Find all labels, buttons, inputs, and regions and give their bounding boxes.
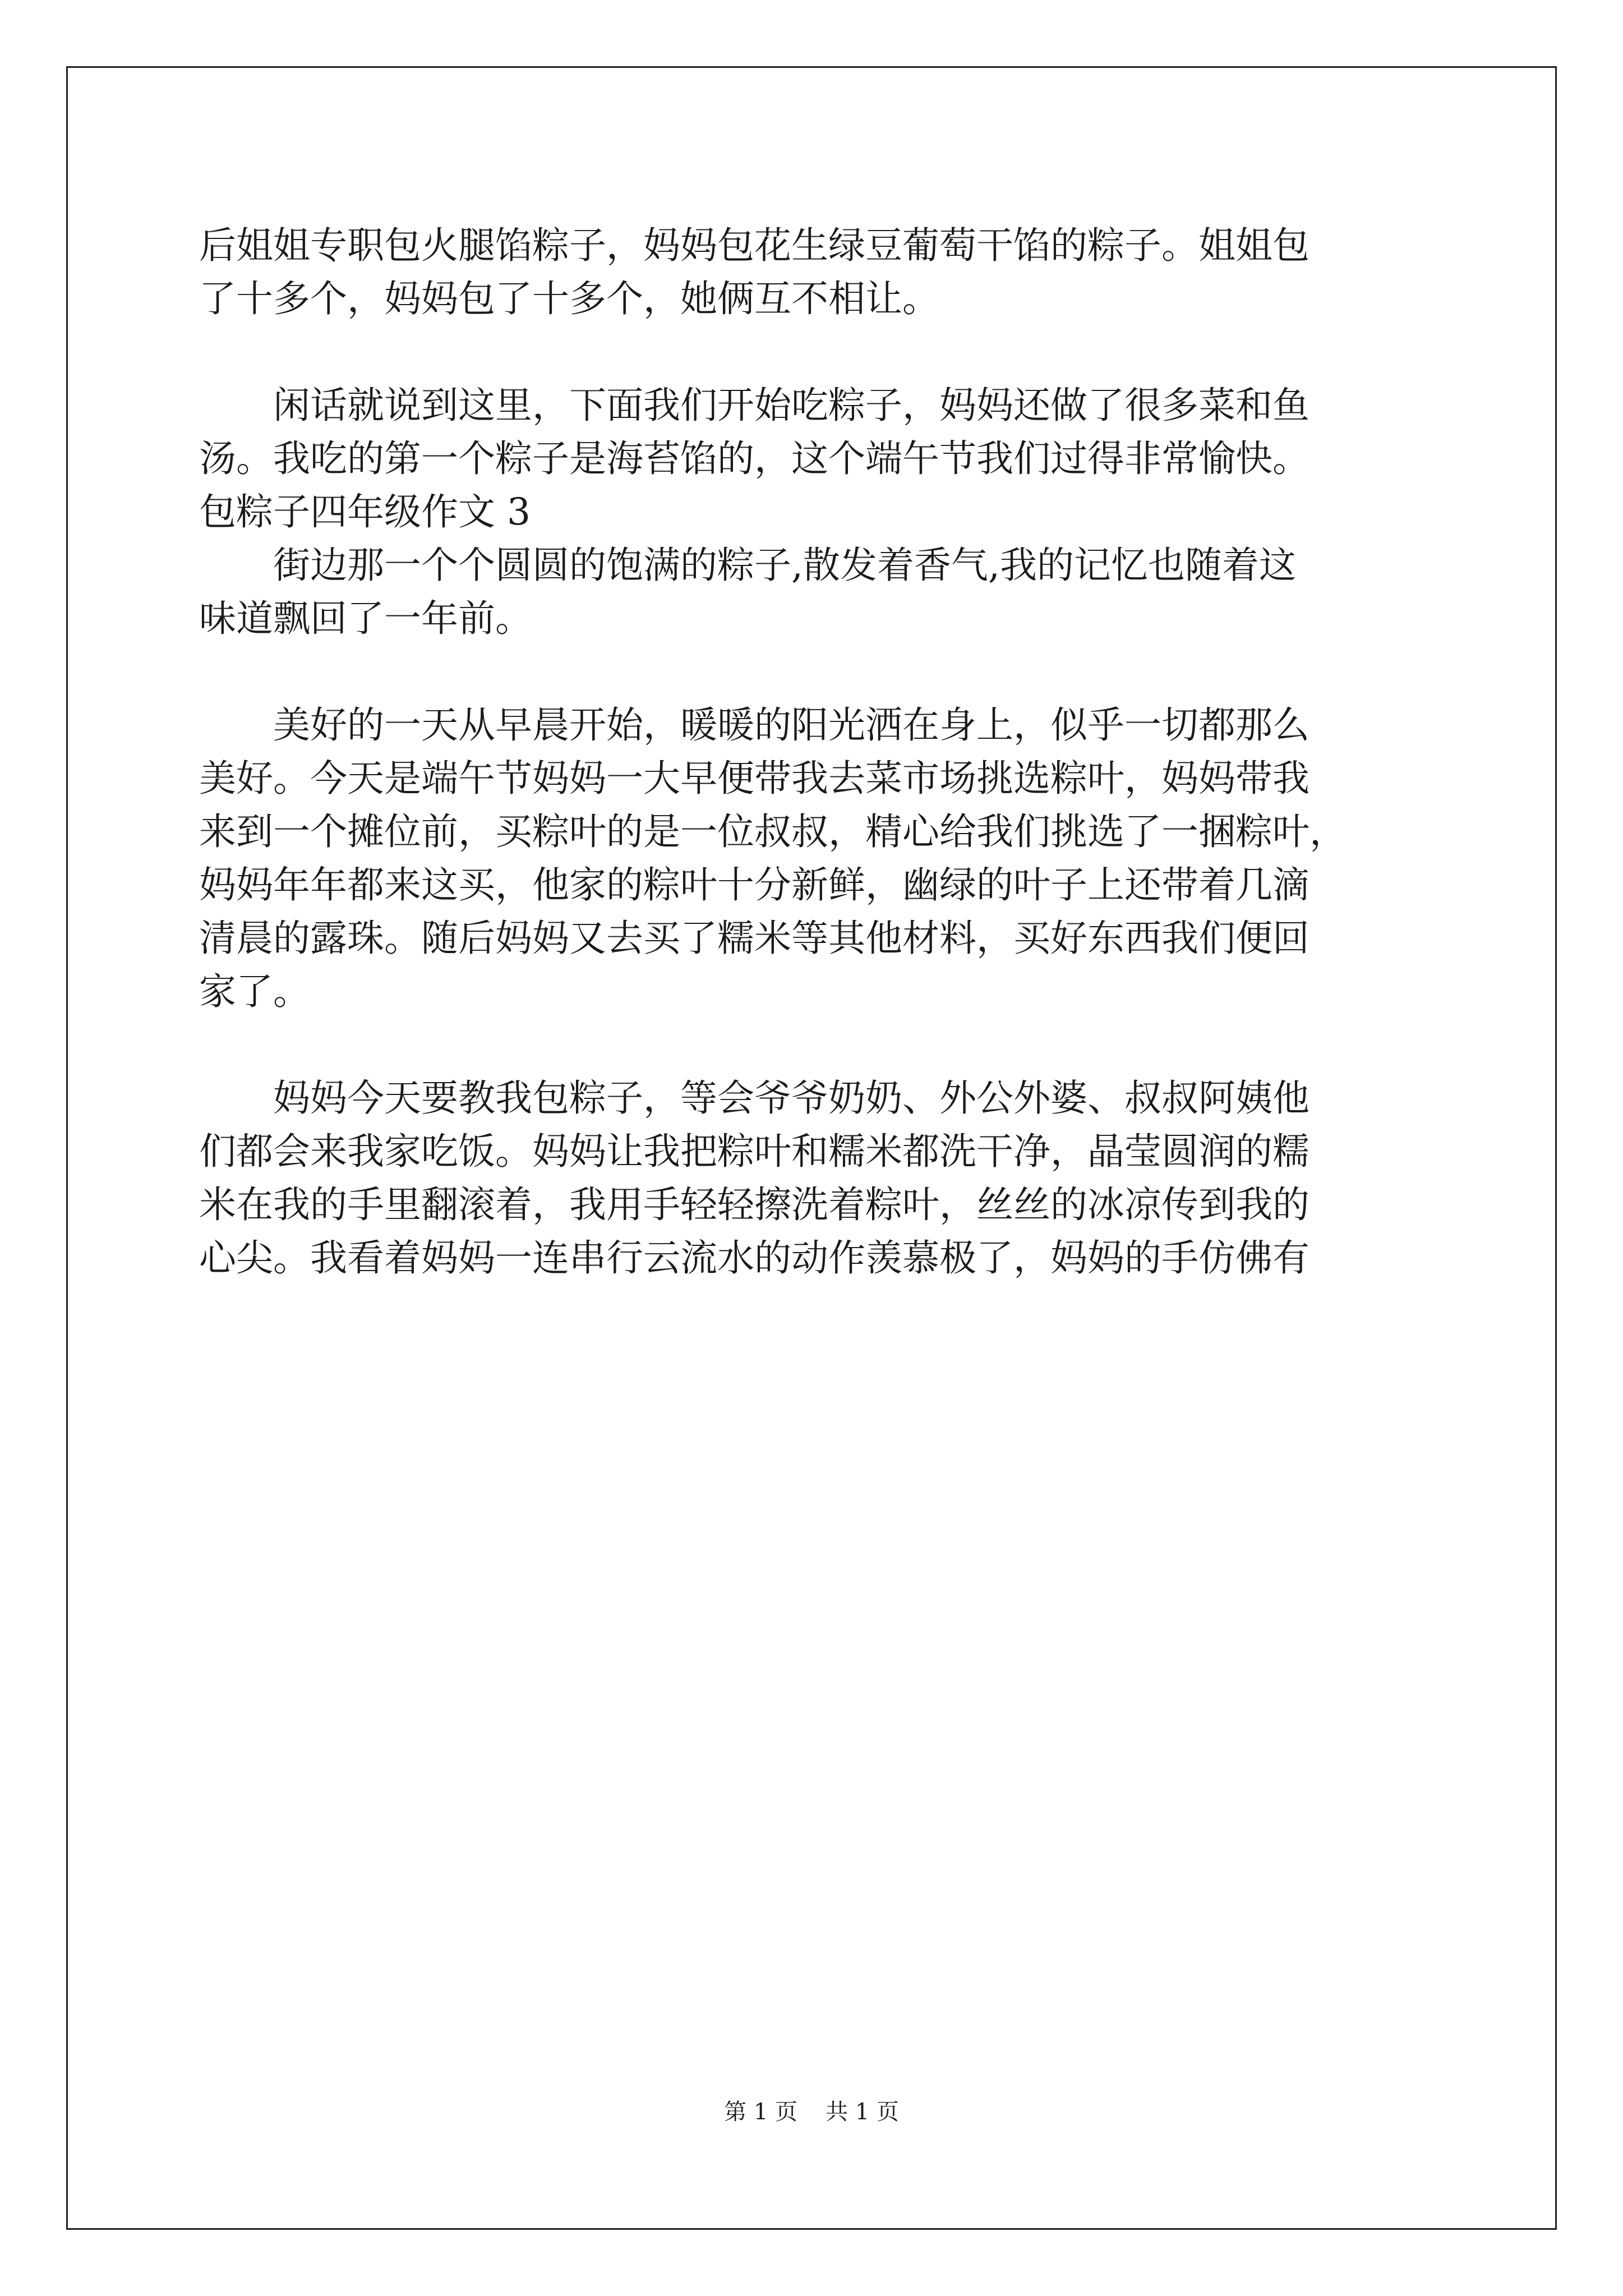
text-line: 包粽子四年级作文 3 — [199, 490, 531, 533]
document-body — [199, 219, 1438, 1285]
text-line: 妈妈年年都来这买，他家的粽叶十分新鲜，幽绿的叶子上还带着几滴 — [199, 863, 1310, 907]
text-line: 家了。 — [199, 970, 310, 1013]
text-line: 了十多个，妈妈包了十多个，她俩互不相让。 — [199, 277, 939, 320]
text-line: 清晨的露珠。随后妈妈又去买了糯米等其他材料，买好东西我们便回 — [199, 917, 1310, 960]
text-line: 心尖。我看着妈妈一连串行云流水的动作羡慕极了，妈妈的手仿佛有 — [199, 1236, 1310, 1280]
text-line: 美好的一天从早晨开始，暖暖的阳光洒在身上，似乎一切都那么 — [273, 703, 1310, 747]
paragraph-gap — [199, 1018, 1438, 1071]
text-line: 们都会来我家吃饭。妈妈让我把粽叶和糯米都洗干净，晶莹圆润的糯 — [199, 1130, 1310, 1173]
text-line: 妈妈今天要教我包粽子，等会爷爷奶奶、外公外婆、叔叔阿姨他 — [273, 1076, 1310, 1120]
text-line: 街边那一个个圆圆的饱满的粽子,散发着香气,我的记忆也随着这 — [273, 544, 1296, 587]
text-line: 来到一个摊位前，买粽叶的是一位叔叔，精心给我们挑选了一捆粽叶， — [199, 810, 1347, 853]
text-line: 米在我的手里翻滚着，我用手轻轻擦洗着粽叶，丝丝的冰凉传到我的 — [199, 1183, 1310, 1226]
text-line: 闲话就说到这里，下面我们开始吃粽子，妈妈还做了很多菜和鱼 — [273, 384, 1310, 427]
paragraph-gap — [199, 325, 1438, 379]
paragraph-gap — [199, 645, 1438, 698]
text-line: 后姐姐专职包火腿馅粽子，妈妈包花生绿豆葡萄干馅的粽子。姐姐包 — [199, 224, 1310, 267]
page-number: 第 1 页 — [724, 2099, 797, 2125]
page-total: 共 1 页 — [826, 2099, 899, 2125]
text-line: 味道飘回了一年前。 — [199, 597, 532, 640]
page-footer — [0, 2098, 1623, 2126]
text-line: 美好。今天是端午节妈妈一大早便带我去菜市场挑选粽叶，妈妈带我 — [199, 757, 1310, 800]
text-line: 汤。我吃的第一个粽子是海苔馅的，这个端午节我们过得非常愉快。 — [199, 437, 1310, 480]
